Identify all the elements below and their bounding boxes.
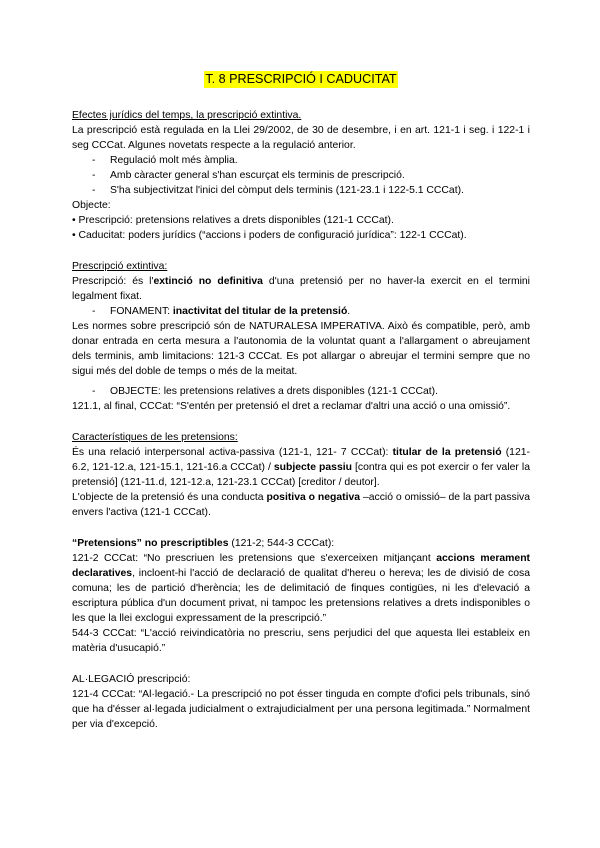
text-run: És una relació interpersonal activa-passiva (121-1, 121- 7 CCCat): xyxy=(72,447,393,458)
bullet-prescripcio: • Prescripció: pretensions relatives a drets disponibles (121-1 CCCat). xyxy=(72,215,394,226)
dash-item-2: - Amb càracter general s'han escurçat els terminis de prescripció. xyxy=(72,168,530,183)
dash-item-1: - Regulació molt més àmplia. xyxy=(72,153,530,168)
title-wrap xyxy=(72,71,530,88)
text-run: , incloent-hi l'acció de declaració de qualitat d'hereu o hereva; les de divisió de cosa comuna; les de partició d'herència; les de delimitació de finques contigües, ni les d'elevació a escriptura pública d'un document privat, ni tampoc les pretensions relatives a drets indisponibles o les que la llei exclogui expressament de la prescripció.” xyxy=(72,568,530,624)
paragraph-relacio xyxy=(72,445,530,490)
paragraph-objecte-pretensio xyxy=(72,490,530,520)
text-run: FONAMENT: xyxy=(110,306,173,317)
bold-text: inactivitat del titular de la pretensió xyxy=(172,306,348,317)
dash-item-3: - S'ha subjectivitzat l'inici del còmput dels terminis (121-23.1 i 122-5.1 CCCat). xyxy=(72,183,530,198)
paragraph-naturalesa: Les normes sobre prescripció són de NATURALESA IMPERATIVA. Això és compatible, però, amb donar entrada en certa mesura a l'autonomia de la voluntat quant a l'allargament o abreujament dels terminis, amb limitacions: 121-3 CCCat. Es pot allargar o abreujar el termini sempre que no sigui més del doble de temps o més de la meitat. xyxy=(72,321,530,377)
spacer xyxy=(72,520,530,536)
text-run: d'una pretensió per no haver-la exercit en el termini legalment fixat. xyxy=(72,276,530,302)
page-title: T. 8 PRESCRIPCIÓ I CADUCITAT xyxy=(205,72,397,86)
paragraph-pretensio: 121.1, al final, CCCat: “S'entén per pretensió el dret a reclamar d'altri una acció o una omissió”. xyxy=(72,401,511,412)
paragraph-544-3: 544-3 CCCat: “L'acció reivindicatòria no prescriu, sens perjudici del que aquesta llei estableix en matèria d'usucapió.” xyxy=(72,628,530,654)
objecte-label: Objecte: xyxy=(72,200,111,211)
paragraph-121-4: 121-4 CCCat: “Al·legació.- La prescripció no pot ésser tinguda en compte d'ofici pels tribunals, sinó que ha d'ésser al·legada judicialment o extrajudicialment per una persona legitimada.” Normalment per via d'excepció. xyxy=(72,689,530,730)
spacer xyxy=(72,243,530,259)
text-run: L'objecte de la pretensió és una conducta xyxy=(72,492,267,503)
text-run: Prescripció: és l' xyxy=(72,276,154,287)
section-no-prescriptibles xyxy=(72,536,530,656)
section-efectes xyxy=(72,108,530,243)
spacer xyxy=(72,414,530,430)
paragraph-intro: La prescripció està regulada en la Llei 29/2002, de 30 de desembre, i en art. 121-1 i seg. i 122-1 i seg CCCat. Algunes novetats respecte a la regulació anterior. xyxy=(72,125,530,151)
section-heading-prescripcio: Prescripció extintiva: xyxy=(72,261,168,272)
section-heading-efectes: Efectes jurídics del temps, la prescripció extintiva. xyxy=(72,110,302,121)
bold-text: titular de la pretensió xyxy=(392,447,502,458)
section-allegacio xyxy=(72,672,530,732)
section-caracteristiques xyxy=(72,430,530,520)
section-heading-allegacio: AL·LEGACIÓ prescripció: xyxy=(72,674,191,685)
section-heading-caracteristiques: Característiques de les pretensions: xyxy=(72,432,238,443)
text-run: . xyxy=(347,306,351,317)
spacer xyxy=(72,656,530,672)
section-prescripcio-extintiva xyxy=(72,259,530,414)
section-heading-no-prescriptibles xyxy=(72,536,530,551)
bold-text: extinció no definitiva xyxy=(153,276,263,287)
text-run: (121-6.2, 121-12.a, 121-15.1, 121-16.a CCCat) / xyxy=(72,447,530,473)
paragraph-definicio xyxy=(72,274,530,304)
bold-text: “Pretensions” no prescriptibles xyxy=(72,538,229,549)
bold-text: subjecte passiu xyxy=(273,462,352,473)
text-run: [contra qui es pot exercir o fer valer la pretensió] (121-11.d, 121-12.a, 121-23.1 CCCat) [creditor / deutor]. xyxy=(72,462,530,488)
text-run: 121-2 CCCat: “No prescriuen les pretensions que s'exerceixen mitjançant xyxy=(72,553,437,564)
paragraph-121-2 xyxy=(72,551,530,626)
dash-objecte: - OBJECTE: les pretensions relatives a drets disponibles (121-1 CCCat). xyxy=(72,384,530,399)
bullet-caducitat: • Caducitat: poders jurídics (“accions i poders de configuració jurídica”: 122-1 CCCat). xyxy=(72,230,467,241)
bold-text: accions merament declaratives xyxy=(72,553,531,579)
text-run: (121-2; 544-3 CCCat): xyxy=(228,538,335,549)
text-run: –acció o omissió– de la part passiva envers l'activa (121-1 CCCat). xyxy=(72,492,530,518)
dash-fonament xyxy=(72,304,530,319)
bold-text: positiva o negativa xyxy=(266,492,361,503)
